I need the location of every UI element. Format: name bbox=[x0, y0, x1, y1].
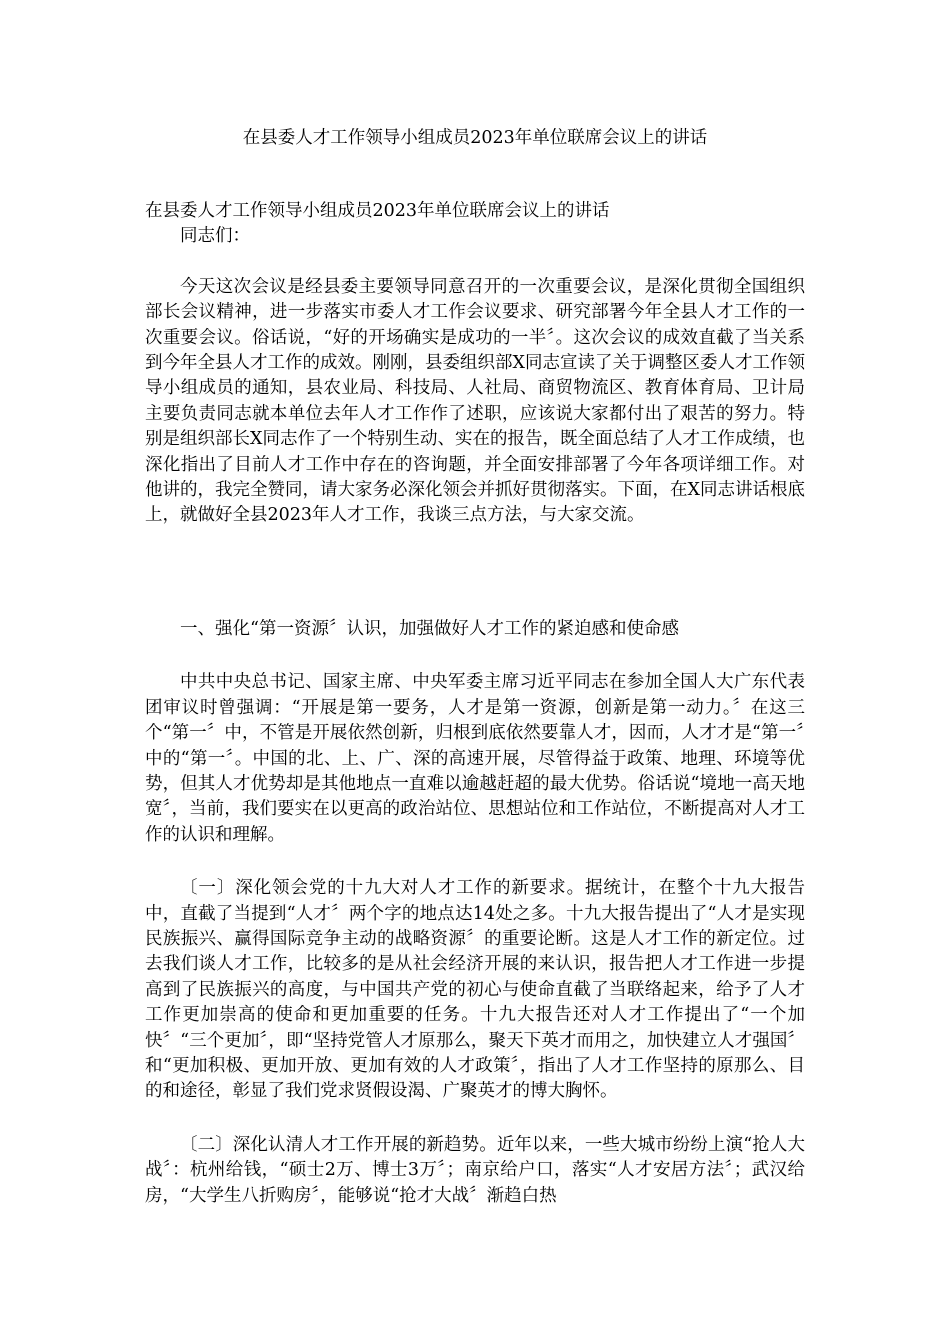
subsection-1-paragraph: 〔一〕深化领会党的十九大对人才工作的新要求。据统计，在整个十九大报告中，直截了当提到“人才〞两个字的地点达14处之多。十九大报告提出了“人才是实现民族振兴、赢得国际竞争主动的战略资源〞的重要论断。这是人才工作的新定位。过去我们谈人才工作，比较多的是从社会经济开展的来认识，报告把人才工作进一步提高到了民族振兴的高度，与中国共产党的初心与使命直截了当联络起来，给予了人才工作更加崇高的使命和更加重要的任务。十九大报告还对人才工作提出了“一个加快〞“三个更加〞，即“坚持党管人才原那么，聚天下英才而用之，加快建立人才强国〞和“更加积极、更加开放、更加有效的人才政策〞，指出了人才工作坚持的原那么、目的和途径，彰显了我们党求贤假设渴、广聚英才的博大胸怀。 bbox=[145, 878, 805, 1102]
document-title: 在县委人才工作领导小组成员2023年单位联席会议上的讲话 bbox=[242, 128, 708, 148]
intro-paragraph: 今天这次会议是经县委主要领导同意召开的一次重要会议，是深化贯彻全国组织部长会议精神，进一步落实市委人才工作会议要求、研究部署今年全县人才工作的一次重要会议。俗话说，“好的开场确实是成功的一半〞。这次会议的成效直截了当关系到今年全县人才工作的成效。刚刚，县委组织部X同志宣读了关于调整区委人才工作领导小组成员的通知，县农业局、科技局、人社局、商贸物流区、教育体育局、卫计局主要负责同志就本单位去年人才工作作了述职，应该说大家都付出了艰苦的努力。特别是组织部长X同志作了一个特别生动、实在的报告，既全面总结了人才工作成绩，也深化指出了目前人才工作中存在的咨询题，并全面安排部署了今年各项详细工作。对他讲的，我完全赞同，请大家务必深化领会并抓好贯彻落实。下面，在X同志讲话根底上，就做好全县2023年人才工作，我谈三点方法，与大家交流。 bbox=[145, 276, 805, 526]
salutation: 同志们： bbox=[180, 226, 250, 247]
section-1-heading: 一、强化“第一资源〞认识，加强做好人才工作的紧迫感和使命感 bbox=[180, 618, 679, 639]
document-subtitle: 在县委人才工作领导小组成员2023年单位联席会议上的讲话 bbox=[145, 201, 610, 221]
subsection-2-paragraph: 〔二〕深化认清人才工作开展的新趋势。近年以来，一些大城市纷纷上演“抢人大战〞：杭州给钱，“硕士2万、博士3万〞；南京给户口，落实“人才安居方法〞；武汉给房，“大学生八折购房〞，能够说“抢才大战〞渐趋白热 bbox=[145, 1134, 805, 1206]
document-body bbox=[145, 199, 805, 1209]
section-1-paragraph: 中共中央总书记、国家主席、中央军委主席习近平同志在参加全国人大广东代表团审议时曾强调：“开展是第一要务，人才是第一资源，创新是第一动力。〞在这三个“第一〞中，不管是开展依然创新，归根到底依然要靠人才，因而，人才才是“第一〞中的“第一〞。中国的北、上、广、深的高速开展，尽管得益于政策、地理、环境等优势，但其人才优势却是其他地点一直难以逾越赶超的最大优势。俗话说“境地一高天地宽〞，当前，我们要实在以更高的政治站位、思想站位和工作站位，不断提高对人才工作的认识和理解。 bbox=[145, 672, 805, 845]
